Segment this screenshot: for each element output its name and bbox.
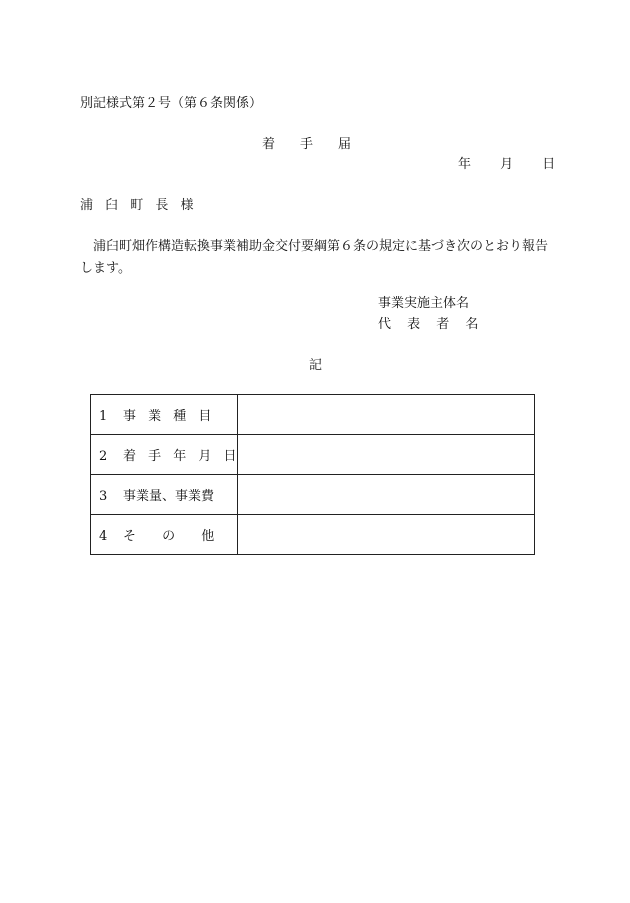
row-label-cell xyxy=(91,475,238,515)
row-label-cell xyxy=(91,395,238,435)
row-value-field[interactable] xyxy=(237,515,534,555)
row-number: 4 xyxy=(99,529,108,544)
row-label: 着 手 年 月 日 xyxy=(123,449,237,464)
table-row xyxy=(91,515,535,555)
row-label: 事業量、事業費 xyxy=(123,489,215,504)
ki-heading: 記 xyxy=(309,358,323,373)
row-label-cell xyxy=(91,435,238,475)
row-label-cell xyxy=(91,515,238,555)
row-number: 3 xyxy=(99,489,108,504)
table-row xyxy=(91,475,535,515)
row-value-field[interactable] xyxy=(237,395,534,435)
row-value-field[interactable] xyxy=(237,475,534,515)
implementer-name-label: 事業実施主体名 xyxy=(378,296,470,311)
row-value-field[interactable] xyxy=(237,435,534,475)
row-number: 1 xyxy=(99,409,108,424)
document-title: 着手届 xyxy=(262,137,377,152)
representative-name-label: 代 表 者 名 xyxy=(378,317,479,332)
table-row xyxy=(91,435,535,475)
body-paragraph: 浦臼町畑作構造転換事業補助金交付要綱第６条の規定に基づき次のとおり報告します。 xyxy=(80,239,549,276)
row-label: 事 業 種 目 xyxy=(123,409,212,424)
details-table xyxy=(90,394,535,555)
date-line: 年 月 日 xyxy=(458,157,556,172)
addressee: 浦 臼 町 長 様 xyxy=(80,198,194,213)
row-number: 2 xyxy=(99,449,108,464)
row-label: そ の 他 xyxy=(123,529,215,544)
table-row xyxy=(91,395,535,435)
form-number-label: 別記様式第２号（第６条関係） xyxy=(80,96,263,111)
